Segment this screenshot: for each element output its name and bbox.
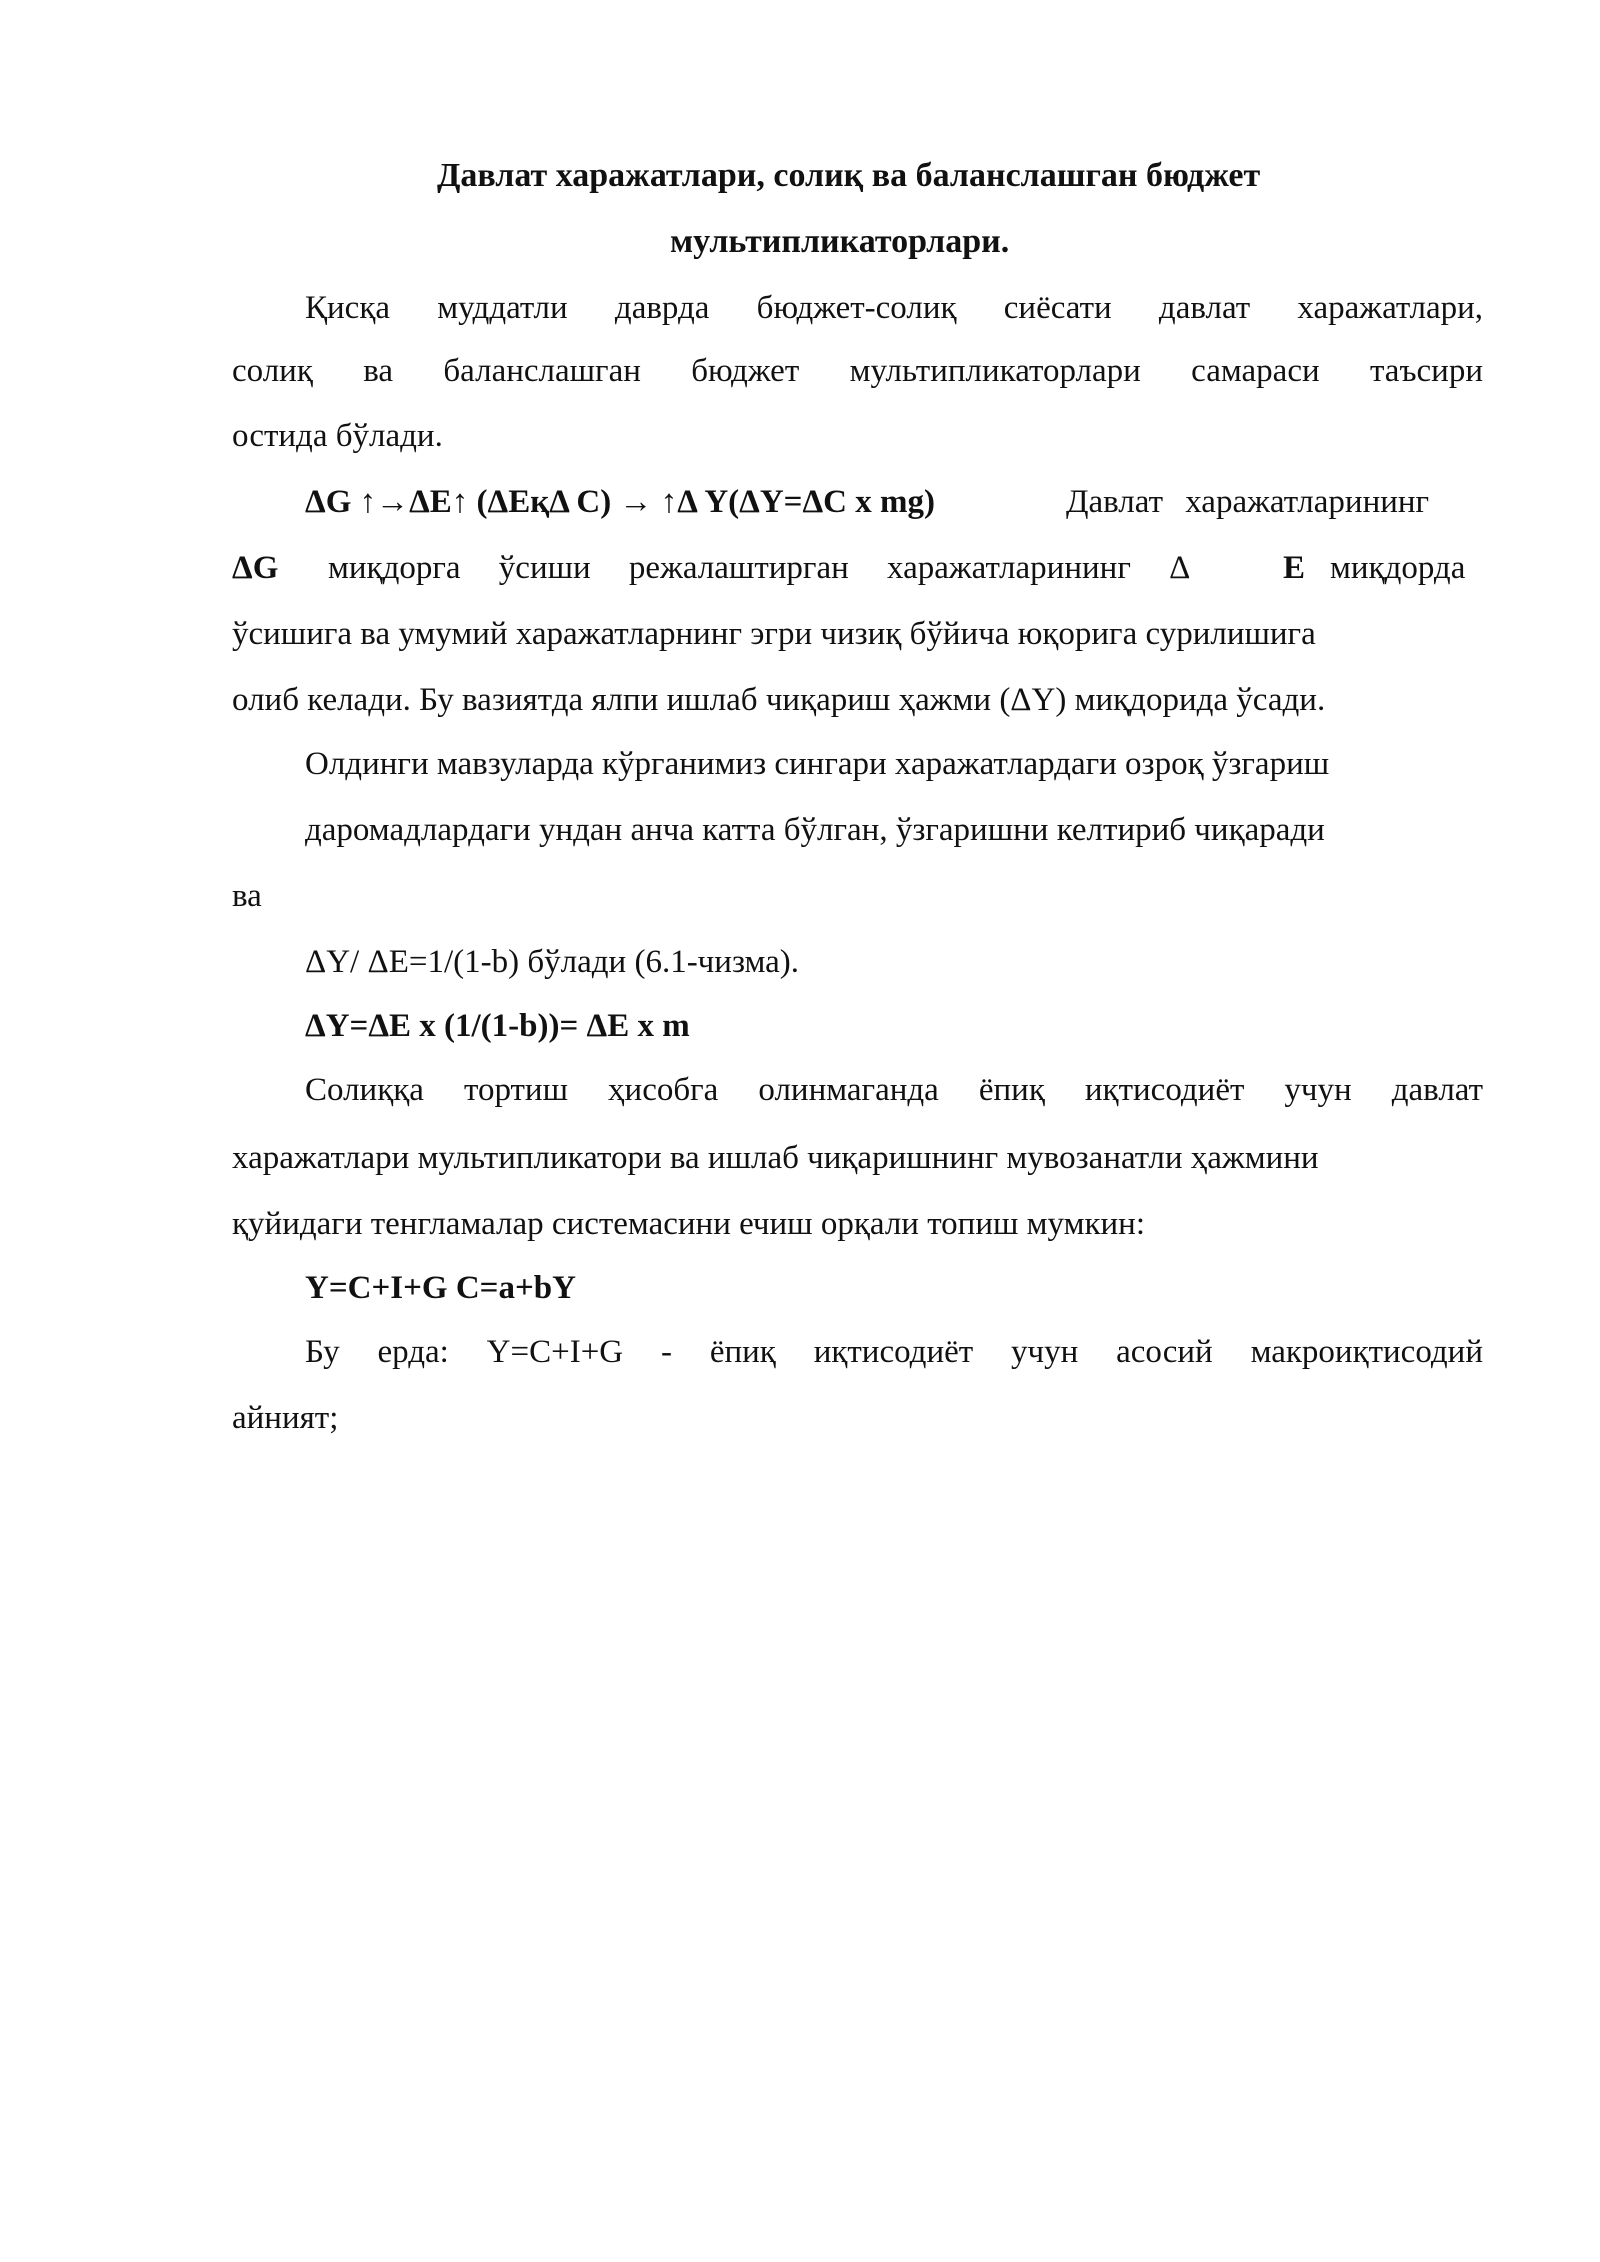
- p2-line-2-end: миқдорда: [1330, 550, 1466, 586]
- p5-line-2: харажатлари мультипликатори ва ишлаб чиқаришнинг мувозанатли ҳажмини: [232, 1140, 1319, 1176]
- p1-line-1: Қисқа муддатли даврда бюджет-солиқ сиёсати давлат харажатлари,: [305, 290, 1483, 326]
- title-line-1: Давлат харажатлари, солиқ ва баланслашган бюджет: [437, 157, 1261, 194]
- formula-1: ΔG ↑→ΔE↑ (ΔEқΔ C) → ↑Δ Y(ΔY=ΔC x mg): [305, 484, 935, 520]
- p3-line-3: ва: [232, 878, 262, 914]
- p2-line-3: ўсишига ва умумий харажатларнинг эгри чизиқ бўйича юқорига сурилишига: [232, 616, 1316, 652]
- p2-line-2-delta-g: ΔG: [232, 550, 279, 586]
- p3-line-2: даромадлардаги ундан анча катта бўлган, ўзгаришни келтириб чиқаради: [305, 812, 1325, 848]
- title-line-2: мультипликаторлари.: [670, 223, 1010, 260]
- p6-line-1: Бу ерда: Y=C+I+G - ёпиқ иқтисодиёт учун асосий макроиқтисодий: [305, 1334, 1483, 1370]
- p3-line-1: Олдинги мавзуларда кўрганимиз сингари харажатлардаги озроқ ўзгариш: [305, 746, 1330, 782]
- p4-line: ΔY/ ΔE=1/(1-b) бўлади (6.1-чизма).: [305, 944, 800, 980]
- p6-line-2: айният;: [232, 1400, 339, 1436]
- p2-line-2-e: E: [1283, 550, 1306, 586]
- p2-line-4: олиб келади. Бу вазиятда ялпи ишлаб чиқариш ҳажми (ΔY) миқдорида ўсади.: [232, 682, 1326, 718]
- p5-line-3: қуйидаги тенгламалар системасини ечиш орқали топиш мумкин:: [232, 1206, 1146, 1242]
- p1-line-2: солиқ ва баланслашган бюджет мультипликаторлари самараси таъсири: [232, 353, 1483, 389]
- p2-line-2-main: миқдорга ўсиши режалаштирган харажатларининг Δ: [328, 550, 1191, 586]
- p1-line-3: остида бўлади.: [232, 418, 443, 454]
- formula-3: Y=C+I+G C=a+bY: [305, 1270, 576, 1306]
- p5-line-1: Солиққа тортиш ҳисобга олинмаганда ёпиқ иқтисодиёт учун давлат: [305, 1072, 1483, 1108]
- p2-line-1-text: Давлат харажатларининг: [1066, 484, 1430, 520]
- formula-2: ΔY=ΔE x (1/(1-b))= ΔE x m: [305, 1008, 690, 1044]
